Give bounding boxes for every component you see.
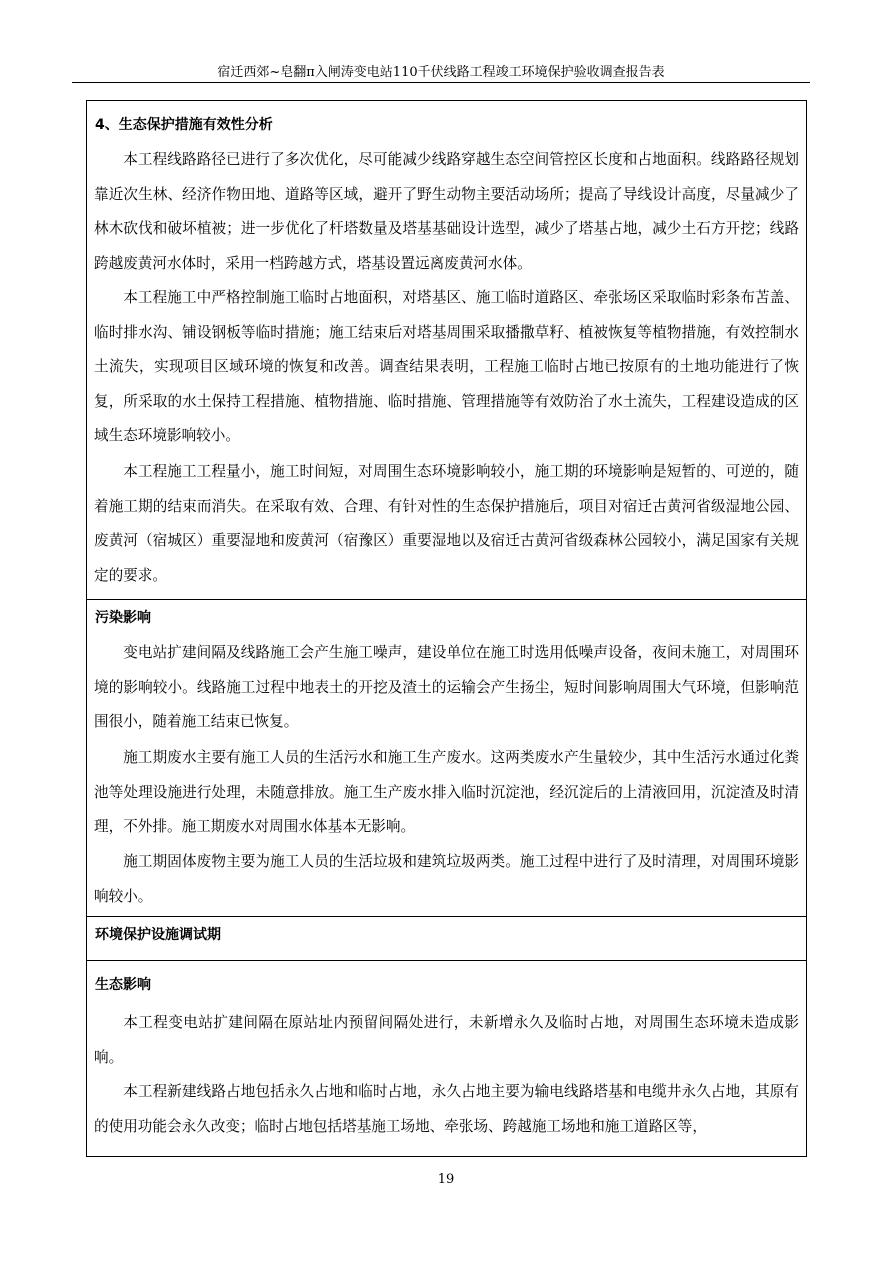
section-heading: 污染影响 [95, 610, 151, 626]
section-ecological-impact [86, 960, 807, 1157]
header-rule [72, 82, 810, 83]
page-number: 19 [437, 1172, 455, 1187]
paragraph: 变电站扩建间隔及线路施工会产生施工噪声，建设单位在施工时选用低噪声设备，夜间未施工，对周围环境的影响较小。线路施工过程中地表土的开挖及渣土的运输会产生扬尘，短时间影响周围大气环境，但影响范围很小，随着施工结束已恢复。 [94, 644, 799, 731]
section-heading: 环境保护设施调试期 [95, 927, 221, 943]
paragraph: 本工程施工工程量小，施工时间短，对周围生态环境影响较小，施工期的环境影响是短暂的、可逆的，随着施工期的结束而消失。在采取有效、合理、有针对性的生态保护措施后，项目对宿迁古黄河省级湿地公园、废黄河（宿城区）重要湿地和废黄河（宿豫区）重要湿地以及宿迁古黄河省级森林公园较小，满足国家有关规定的要求。 [94, 463, 799, 584]
section-ecological-measures [86, 100, 807, 600]
paragraph: 本工程新建线路占地包括永久占地和临时占地，永久占地主要为输电线路塔基和电缆井永久占地，其原有的使用功能会永久改变；临时占地包括塔基施工场地、牵张场、跨越施工场地和施工道路区等， [94, 1083, 799, 1135]
section-pollution-impact [86, 599, 807, 917]
section-heading: 4、生态保护措施有效性分析 [95, 117, 273, 133]
section-commissioning-period [86, 916, 807, 961]
paragraph: 施工期废水主要有施工人员的生活污水和施工生产废水。这两类废水产生量较少，其中生活污水通过化粪池等处理设施进行处理，未随意排放。施工生产废水排入临时沉淀池，经沉淀后的上清液回用，沉淀渣及时清理，不外排。施工期废水对周围水体基本无影响。 [94, 749, 799, 836]
paragraph: 本工程施工中严格控制施工临时占地面积，对塔基区、施工临时道路区、牵张场区采取临时彩条布苫盖、临时排水沟、铺设钢板等临时措施；施工结束后对塔基周围采取播撒草籽、植被恢复等植物措施，有效控制水土流失，实现项目区域环境的恢复和改善。调查结果表明，工程施工临时占地已按原有的土地功能进行了恢复，所采取的水土保持工程措施、植物措施、临时措施、管理措施等有效防治了水土流失，工程建设造成的区域生态环境影响较小。 [94, 289, 799, 445]
document-header-title: 宿迁西郊~皂翻π入闸涛变电站110千伏线路工程竣工环境保护验收调查报告表 [217, 65, 665, 80]
section-heading: 生态影响 [95, 977, 151, 993]
paragraph: 本工程线路路径已进行了多次优化，尽可能减少线路穿越生态空间管控区长度和占地面积。线路路径规划靠近次生林、经济作物田地、道路等区域，避开了野生动物主要活动场所；提高了导线设计高度，尽量减少了林木砍伐和破坏植被；进一步优化了杆塔数量及塔基基础设计选型，减少了塔基占地，减少土石方开挖；线路跨越废黄河水体时，采用一档跨越方式，塔基设置远离废黄河水体。 [94, 151, 799, 272]
paragraph: 施工期固体废物主要为施工人员的生活垃圾和建筑垃圾两类。施工过程中进行了及时清理，对周围环境影响较小。 [94, 853, 799, 905]
paragraph: 本工程变电站扩建间隔在原站址内预留间隔处进行，未新增永久及临时占地，对周围生态环境未造成影响。 [94, 1014, 799, 1066]
